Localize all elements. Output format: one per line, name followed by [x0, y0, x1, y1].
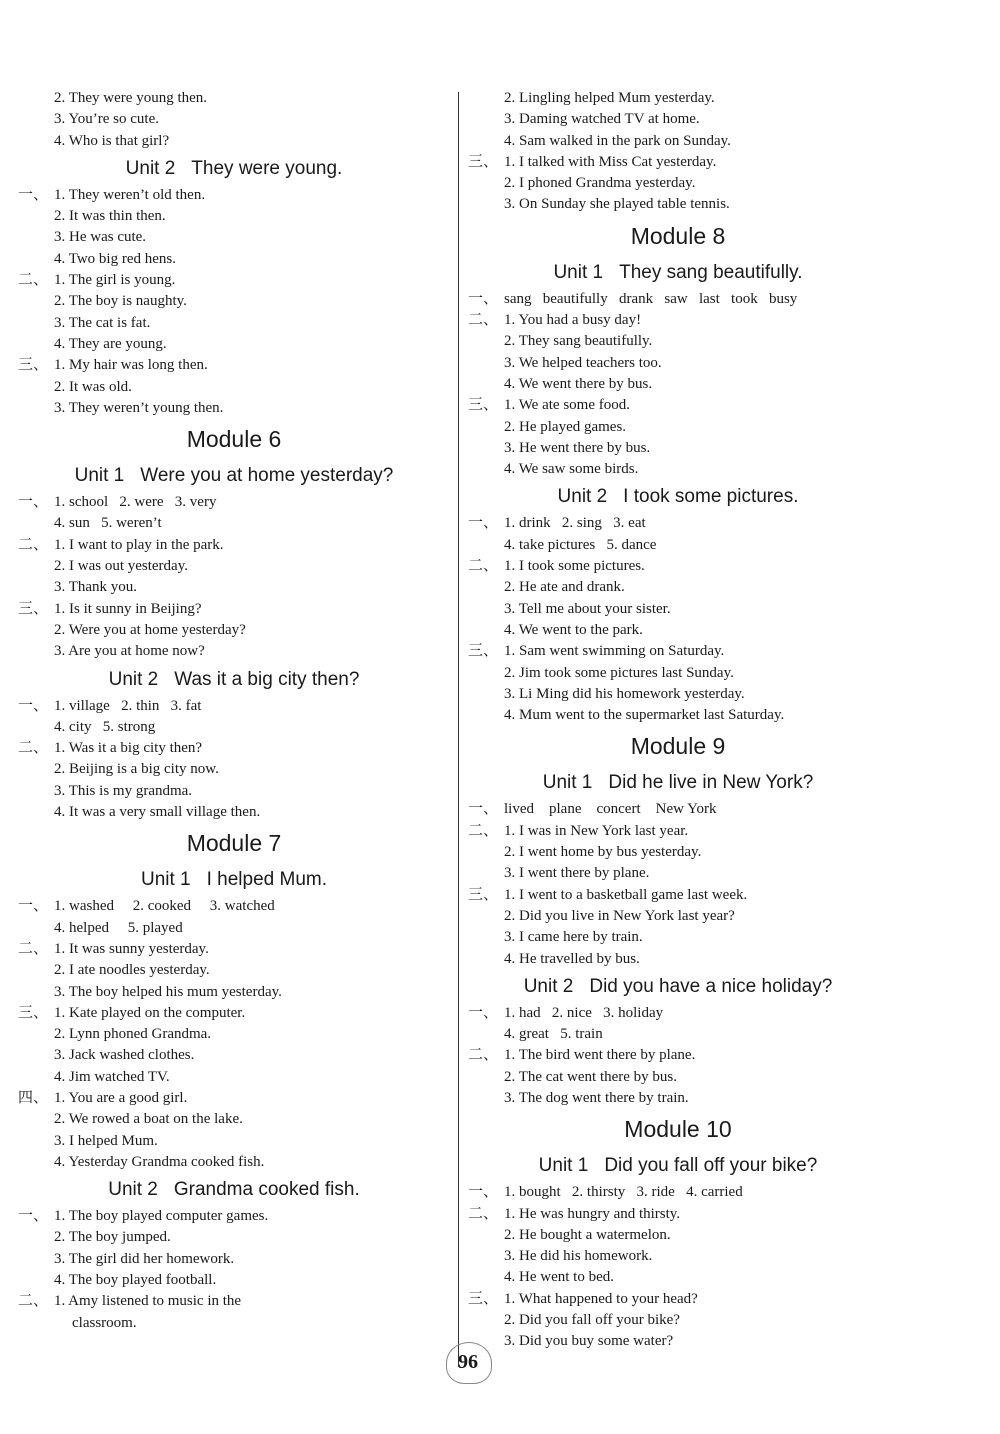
answer-text: 3. He did his homework.: [504, 1248, 653, 1265]
answer-line: [468, 599, 888, 620]
unit-name: Grandma cooked fish.: [173, 1179, 360, 1201]
answer-line: [468, 331, 888, 352]
answer-line: [468, 684, 888, 705]
answer-line: [468, 1225, 888, 1246]
answer-line: [468, 1182, 888, 1203]
answer-text: 2. He bought a watermelon.: [504, 1226, 671, 1243]
unit-heading: [18, 863, 450, 896]
answer-line: [468, 1045, 888, 1066]
answer-text: 2. He ate and drank.: [504, 579, 625, 596]
answer-text: 1. I was in New York last year.: [504, 822, 689, 839]
answer-line: [468, 863, 888, 884]
section-marker: 一、: [18, 697, 49, 714]
answer-text: 3. The boy helped his mum yesterday.: [54, 983, 282, 1000]
answer-line: [18, 398, 450, 419]
answer-line: [18, 1313, 450, 1334]
section-marker: 二、: [18, 272, 49, 289]
answer-text: 1. We ate some food.: [504, 397, 630, 414]
answer-text: 4. Who is that girl?: [54, 132, 170, 149]
answer-text: 4. We saw some birds.: [504, 461, 639, 478]
unit-name: Were you at home yesterday?: [140, 465, 394, 487]
unit-number: Unit 1: [74, 465, 125, 487]
answer-line: [468, 131, 888, 152]
answer-line: [468, 1289, 888, 1310]
section-marker: 二、: [18, 940, 49, 957]
answer-line: [18, 1249, 450, 1270]
answer-text: 4. We went there by bus.: [504, 375, 653, 392]
answer-line: [468, 438, 888, 459]
answer-line: [18, 334, 450, 355]
answer-line: [18, 131, 450, 152]
section-marker: 二、: [468, 1047, 499, 1064]
answer-text: 4. helped 5. played: [54, 919, 183, 936]
answer-text: 4. great 5. train: [504, 1026, 603, 1043]
answer-text: 3. I went there by plane.: [504, 865, 650, 882]
answer-line: [18, 1270, 450, 1291]
answer-line: [468, 663, 888, 684]
section-marker: 二、: [468, 312, 499, 329]
unit-number: Unit 1: [553, 261, 604, 283]
answer-line: [468, 1331, 888, 1352]
unit-name: They were young.: [191, 157, 343, 179]
answer-line: [18, 513, 450, 534]
answer-text: 1. He was hungry and thirsty.: [504, 1205, 681, 1222]
answer-line: [18, 109, 450, 130]
answer-line: [18, 738, 450, 759]
section-marker: 二、: [18, 536, 49, 553]
answer-text: 1. You are a good girl.: [54, 1089, 188, 1106]
answer-line: [18, 1109, 450, 1130]
answer-line: [18, 577, 450, 598]
answer-text: 4. Jim watched TV.: [54, 1068, 170, 1085]
unit-heading: [18, 152, 450, 185]
answer-line: [468, 1267, 888, 1288]
answer-line: [468, 395, 888, 416]
answer-line: [18, 355, 450, 376]
answer-text: 1. Was it a big city then?: [54, 740, 203, 757]
answer-line: [18, 1045, 450, 1066]
answer-line: [468, 885, 888, 906]
answer-line: [18, 1024, 450, 1045]
answer-line: [18, 896, 450, 917]
answer-line: [18, 1067, 450, 1088]
module-heading: Module 7: [186, 830, 282, 857]
answer-text: 3. I helped Mum.: [54, 1132, 158, 1149]
answer-line: [468, 1024, 888, 1045]
answer-text: 3. This is my grandma.: [54, 782, 193, 799]
unit-name: Was it a big city then?: [174, 668, 360, 690]
unit-number: Unit 1: [538, 1155, 589, 1177]
unit-number: Unit 1: [140, 869, 191, 891]
answer-text: 4. take pictures 5. dance: [504, 536, 657, 553]
answer-line: [18, 1291, 450, 1312]
unit-heading: [468, 970, 888, 1003]
answer-line: [18, 227, 450, 248]
unit-name: Did he live in New York?: [608, 772, 814, 794]
unit-number: Unit 2: [108, 1179, 158, 1201]
answer-text: 2. We rowed a boat on the lake.: [54, 1111, 243, 1128]
answer-text: 2. Lynn phoned Grandma.: [54, 1026, 212, 1043]
answer-text: 2. It was thin then.: [54, 208, 166, 225]
answer-text: 2. The cat went there by bus.: [504, 1068, 678, 1085]
answer-line: [18, 1206, 450, 1227]
unit-heading: [18, 1173, 450, 1206]
unit-name: They sang beautifully.: [619, 261, 803, 283]
answer-line: [18, 781, 450, 802]
answer-text: 2. It was old.: [54, 378, 132, 395]
section-marker: 三、: [468, 397, 499, 414]
answer-text: 4. Two big red hens.: [54, 250, 176, 267]
answer-line: [18, 313, 450, 334]
left-column: [18, 88, 450, 1334]
answer-text: 4. He travelled by bus.: [504, 950, 640, 967]
answer-line: [18, 1088, 450, 1109]
answer-line: [468, 535, 888, 556]
answer-text: 3. Are you at home now?: [54, 643, 205, 660]
answer-text: 4. city 5. strong: [54, 718, 156, 735]
section-marker: 三、: [468, 886, 499, 903]
answer-line: [468, 821, 888, 842]
answer-line: [18, 960, 450, 981]
section-marker: 二、: [18, 1293, 49, 1310]
answer-line: [468, 1310, 888, 1331]
answer-text: 4. The boy played football.: [54, 1272, 217, 1289]
answer-text: 1. Sam went swimming on Saturday.: [504, 643, 725, 660]
section-marker: 二、: [468, 558, 499, 575]
answer-text: 1. Kate played on the computer.: [54, 1004, 246, 1021]
answer-text: 1. bought 2. thirsty 3. ride 4. carried: [504, 1184, 743, 1201]
answer-text: 3. The cat is fat.: [54, 314, 151, 331]
answer-line: [18, 620, 450, 641]
answer-text: 1. What happened to your head?: [504, 1290, 698, 1307]
answer-text: 3. Jack washed clothes.: [54, 1047, 195, 1064]
answer-line: [18, 270, 450, 291]
unit-heading: [18, 459, 450, 492]
answer-line: [468, 799, 888, 820]
answer-text: lived plane concert New York: [504, 801, 717, 818]
answer-text: 1. had 2. nice 3. holiday: [504, 1004, 664, 1021]
answer-line: [468, 1003, 888, 1024]
answer-line: [468, 620, 888, 641]
section-marker: 四、: [18, 1089, 49, 1106]
answer-line: [468, 173, 888, 194]
answer-line: [468, 1067, 888, 1088]
answer-line: [18, 918, 450, 939]
answer-text: 1. My hair was long then.: [54, 357, 208, 374]
answer-line: [18, 249, 450, 270]
answer-text: 3. Tell me about your sister.: [504, 600, 671, 617]
answer-line: [468, 152, 888, 173]
unit-number: Unit 1: [542, 772, 593, 794]
answer-text: 2. I was out yesterday.: [54, 558, 188, 575]
answer-text: 2. The boy is naughty.: [54, 293, 187, 310]
answer-text: 1. It was sunny yesterday.: [54, 940, 209, 957]
answer-text: sang beautifully drank saw last took busy: [504, 290, 798, 307]
unit-heading: [468, 766, 888, 799]
answer-line: [18, 802, 450, 823]
answer-text: 1. Is it sunny in Beijing?: [54, 600, 202, 617]
unit-number: Unit 2: [557, 486, 608, 508]
answer-line: [468, 109, 888, 130]
section-marker: 三、: [468, 153, 499, 170]
module-heading: Module 8: [630, 222, 726, 249]
answer-line: [468, 906, 888, 927]
answer-text: 2. The boy jumped.: [54, 1229, 171, 1246]
answer-text: 2. They were young then.: [54, 90, 208, 106]
answer-text: 1. village 2. thin 3. fat: [54, 697, 202, 714]
answer-line: [18, 982, 450, 1003]
answer-text: 3. The girl did her homework.: [54, 1250, 235, 1267]
answer-line: [18, 759, 450, 780]
answer-line: [18, 1003, 450, 1024]
answer-line: [468, 577, 888, 598]
answer-line: [468, 1246, 888, 1267]
answer-text: 2. Did you fall off your bike?: [504, 1312, 680, 1329]
answer-text: 1. I went to a basketball game last week.: [504, 886, 748, 903]
answer-line: [18, 939, 450, 960]
section-marker: 一、: [18, 494, 49, 511]
answer-line: [468, 88, 888, 109]
unit-heading: [468, 1149, 888, 1182]
section-marker: 三、: [18, 600, 49, 617]
answer-text: 3. Daming watched TV at home.: [504, 111, 700, 128]
unit-number: Unit 2: [523, 975, 574, 997]
answer-line: [468, 641, 888, 662]
answer-text: 1. I talked with Miss Cat yesterday.: [504, 153, 717, 170]
section-marker: 三、: [18, 357, 49, 374]
answer-text: 3. You’re so cute.: [54, 111, 159, 128]
right-column: [468, 88, 888, 1353]
answer-text: 2. Lingling helped Mum yesterday.: [504, 90, 715, 106]
answer-text: 4. They are young.: [54, 335, 167, 352]
answer-line: [468, 927, 888, 948]
answer-line: [468, 949, 888, 970]
module-heading: Module 6: [186, 426, 282, 453]
answer-line: [18, 1152, 450, 1173]
section-marker: 三、: [468, 643, 499, 660]
answer-line: [468, 513, 888, 534]
answer-line: [468, 194, 888, 215]
answer-line: [468, 459, 888, 480]
answer-line: [18, 556, 450, 577]
module-heading: Module 10: [624, 1116, 732, 1143]
answer-text: 3. The dog went there by train.: [504, 1089, 689, 1106]
answer-text: 2. Beijing is a big city now.: [54, 761, 219, 778]
answer-text: 2. I phoned Grandma yesterday.: [504, 175, 696, 192]
section-marker: 三、: [468, 1290, 499, 1307]
unit-heading: [18, 663, 450, 696]
unit-name: Did you fall off your bike?: [604, 1155, 818, 1177]
answer-text: 1. school 2. were 3. very: [54, 494, 217, 511]
answer-line: [468, 1204, 888, 1225]
answer-line: [18, 641, 450, 662]
answer-line: [468, 374, 888, 395]
page-number: 96: [458, 1351, 478, 1373]
section-marker: 一、: [468, 290, 499, 307]
unit-name: I took some pictures.: [623, 486, 799, 508]
section-marker: 三、: [18, 1004, 49, 1021]
section-marker: 二、: [468, 822, 499, 839]
section-marker: 一、: [468, 801, 499, 818]
answer-text: 3. He was cute.: [54, 229, 147, 246]
answer-line: [468, 842, 888, 863]
answer-line: [468, 705, 888, 726]
answer-text: 4. It was a very small village then.: [54, 804, 261, 821]
answer-text: 1. Amy listened to music in the: [54, 1293, 242, 1310]
section-marker: 一、: [468, 1184, 499, 1201]
answer-text: 3. On Sunday she played table tennis.: [504, 196, 730, 213]
answer-text: 1. I took some pictures.: [504, 558, 645, 575]
answer-text: 2. Were you at home yesterday?: [54, 621, 246, 638]
answer-text: 3. I came here by train.: [504, 929, 643, 946]
answer-text: 3. Did you buy some water?: [504, 1333, 674, 1350]
answer-line: [18, 1131, 450, 1152]
answer-line: [18, 88, 450, 109]
answer-text: 1. I want to play in the park.: [54, 536, 224, 553]
answer-text: 4. Yesterday Grandma cooked fish.: [54, 1153, 265, 1170]
section-marker: 二、: [18, 740, 49, 757]
answer-text: 2. I went home by bus yesterday.: [504, 844, 702, 861]
answer-line: [18, 206, 450, 227]
unit-heading: [468, 256, 888, 289]
module-heading: Module 9: [630, 733, 726, 760]
section-marker: 一、: [18, 186, 49, 203]
answer-line: [18, 492, 450, 513]
answer-text: 1. drink 2. sing 3. eat: [504, 515, 646, 532]
answer-text: 2. Jim took some pictures last Sunday.: [504, 664, 734, 681]
unit-name: I helped Mum.: [206, 869, 328, 891]
unit-heading: [468, 480, 888, 513]
answer-text: 3. He went there by bus.: [504, 439, 651, 456]
answer-line: [468, 1088, 888, 1109]
answer-text: 3. They weren’t young then.: [54, 399, 224, 416]
answer-line: [18, 696, 450, 717]
answer-line: [18, 1227, 450, 1248]
section-marker: 二、: [468, 1205, 499, 1222]
answer-line: [468, 556, 888, 577]
unit-number: Unit 2: [125, 157, 176, 179]
section-marker: 一、: [468, 1004, 499, 1021]
answer-text: 4. He went to bed.: [504, 1269, 614, 1286]
answer-line: [18, 535, 450, 556]
answer-line: [18, 291, 450, 312]
answer-text: 4. We went to the park.: [504, 621, 643, 638]
section-marker: 一、: [18, 1208, 49, 1225]
section-marker: 一、: [18, 898, 49, 915]
answer-text: 4. sun 5. weren’t: [54, 515, 162, 532]
answer-line: [468, 353, 888, 374]
answer-text: 3. We helped teachers too.: [504, 354, 662, 371]
unit-number: Unit 2: [108, 668, 159, 690]
answer-text: 1. The girl is young.: [54, 272, 176, 289]
answer-line: [468, 310, 888, 331]
answer-text: 1. washed 2. cooked 3. watched: [54, 898, 275, 915]
answer-text: classroom.: [72, 1314, 137, 1331]
answer-text: 2. He played games.: [504, 418, 627, 435]
answer-line: [18, 599, 450, 620]
answer-text: 2. I ate noodles yesterday.: [54, 962, 210, 979]
answer-text: 3. Li Ming did his homework yesterday.: [504, 685, 745, 702]
answer-text: 1. The bird went there by plane.: [504, 1047, 696, 1064]
answer-text: 2. Did you live in New York last year?: [504, 907, 735, 924]
answer-line: [468, 289, 888, 310]
answer-line: [18, 377, 450, 398]
answer-line: [18, 717, 450, 738]
answer-text: 3. Thank you.: [54, 579, 138, 596]
section-marker: 一、: [468, 515, 499, 532]
answer-text: 4. Mum went to the supermarket last Saturday.: [504, 707, 785, 724]
answer-line: [468, 417, 888, 438]
answer-line: [18, 185, 450, 206]
answer-text: 1. You had a busy day!: [504, 312, 642, 329]
answer-text: 1. The boy played computer games.: [54, 1208, 269, 1225]
answer-text: 1. They weren’t old then.: [54, 186, 206, 203]
answer-text: 2. They sang beautifully.: [504, 333, 653, 350]
column-divider: [458, 92, 459, 1367]
answer-text: 4. Sam walked in the park on Sunday.: [504, 132, 731, 149]
unit-name: Did you have a nice holiday?: [589, 975, 833, 997]
